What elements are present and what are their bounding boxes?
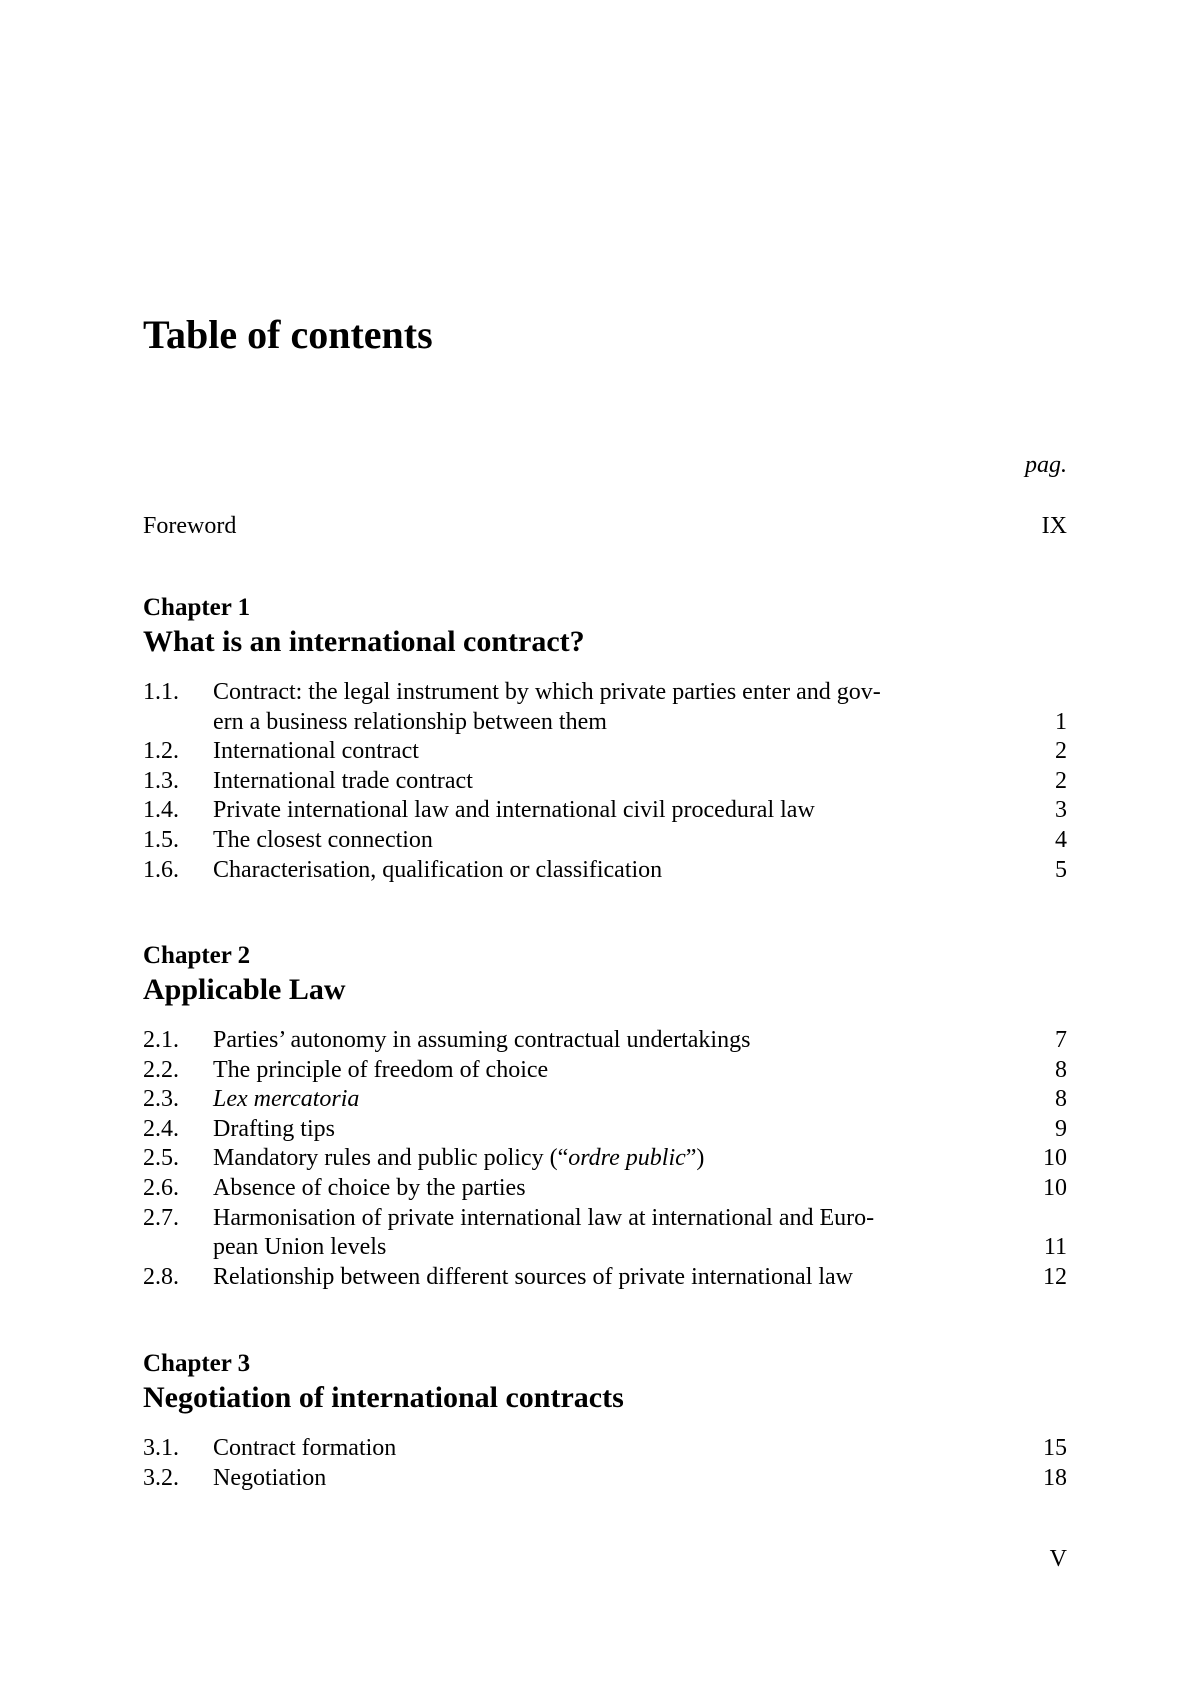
- entry-page: 8: [1055, 1086, 1067, 1113]
- entry-page: 10: [1043, 1174, 1067, 1201]
- toc-entry[interactable]: [143, 826, 1067, 856]
- entry-title: [213, 678, 1007, 737]
- entry-number: 2.3.: [143, 1086, 179, 1113]
- entry-number: 2.8.: [143, 1263, 179, 1290]
- entry-title: [213, 1204, 1007, 1263]
- chapter-label: Chapter 1: [143, 594, 251, 621]
- entry-page: 9: [1055, 1115, 1067, 1142]
- entry-page: 7: [1055, 1027, 1067, 1053]
- entry-number: 1.1.: [143, 679, 179, 705]
- page-number: V: [1049, 1546, 1067, 1572]
- chapter-title: What is an international contract?: [143, 625, 585, 658]
- toc-entry[interactable]: [143, 1026, 1067, 1056]
- toc-entry[interactable]: [143, 1204, 1067, 1263]
- toc-entry[interactable]: [143, 1174, 1067, 1204]
- chapter-1: [143, 592, 1067, 885]
- entry-title: Contract formation: [213, 1435, 397, 1461]
- toc-entry[interactable]: [143, 1056, 1067, 1086]
- toc-entry[interactable]: [143, 678, 1067, 737]
- entry-page: 4: [1055, 826, 1067, 853]
- entry-page: 3: [1055, 797, 1067, 824]
- entry-title-line: pean Union levels: [213, 1234, 387, 1261]
- toc-entry[interactable]: [143, 796, 1067, 826]
- entry-page: 5: [1055, 856, 1067, 883]
- chapter-title: Applicable Law: [143, 973, 346, 1006]
- entry-title: The principle of freedom of choice: [213, 1056, 549, 1083]
- entry-title: Absence of choice by the parties: [213, 1174, 526, 1201]
- entry-title: International trade contract: [213, 767, 473, 794]
- page-column-label: pag.: [1025, 452, 1067, 478]
- entry-number: 1.5.: [143, 826, 179, 853]
- entry-number: 3.2.: [143, 1464, 179, 1491]
- entry-number: 1.2.: [143, 738, 179, 765]
- entry-title: Lex mercatoria: [213, 1086, 360, 1113]
- entry-number: 2.4.: [143, 1115, 179, 1142]
- entry-title-part: ”): [685, 1145, 705, 1172]
- toc-entry[interactable]: [143, 1085, 1067, 1115]
- entry-title: Drafting tips: [213, 1115, 335, 1142]
- entry-page: 8: [1055, 1056, 1067, 1083]
- entry-number: 2.7.: [143, 1204, 179, 1231]
- entry-page: 12: [1043, 1263, 1067, 1290]
- toc-entry[interactable]: [143, 1263, 1067, 1293]
- entry-number: 2.5.: [143, 1145, 179, 1172]
- entry-number: 2.6.: [143, 1174, 179, 1201]
- toc-entry[interactable]: [143, 737, 1067, 767]
- entry-title: International contract: [213, 738, 419, 765]
- toc-entry[interactable]: [143, 767, 1067, 797]
- entry-number: 1.6.: [143, 856, 179, 883]
- chapter-3: [143, 1348, 1067, 1493]
- toc-entry[interactable]: [143, 1464, 1067, 1494]
- entry-page: 2: [1055, 767, 1067, 794]
- entry-title: The closest connection: [213, 826, 433, 853]
- entry-number: 2.1.: [143, 1027, 179, 1053]
- chapter-2: [143, 940, 1067, 1292]
- entry-page: 11: [1043, 1234, 1067, 1261]
- toc-entry[interactable]: [143, 1115, 1067, 1145]
- entry-title-italic: ordre public: [568, 1145, 686, 1172]
- entry-page: 1: [1055, 708, 1067, 735]
- toc-entry[interactable]: [143, 1144, 1067, 1174]
- entry-title: Negotiation: [213, 1464, 327, 1491]
- entry-title: [213, 1144, 1007, 1174]
- chapter-label: Chapter 3: [143, 1350, 251, 1377]
- entry-number: 3.1.: [143, 1435, 179, 1461]
- chapter-label: Chapter 2: [143, 942, 251, 969]
- foreword-entry[interactable]: [143, 513, 1067, 540]
- foreword-page: IX: [1041, 513, 1067, 539]
- entry-page: 10: [1043, 1145, 1067, 1172]
- entry-page: 2: [1055, 738, 1067, 765]
- chapter-title: Negotiation of international contracts: [143, 1381, 624, 1414]
- entry-number: 1.3.: [143, 767, 179, 794]
- entry-title: Private international law and international civil procedural law: [213, 797, 815, 824]
- entry-title-line: Harmonisation of private international law at international and Euro-: [213, 1204, 875, 1231]
- entry-title: Characterisation, qualification or classification: [213, 856, 663, 883]
- entry-number: 1.4.: [143, 797, 179, 824]
- entry-number: 2.2.: [143, 1056, 179, 1083]
- toc-entry[interactable]: [143, 1434, 1067, 1464]
- entry-title: Relationship between different sources of private international law: [213, 1263, 854, 1290]
- entry-title: Parties’ autonomy in assuming contractual undertakings: [213, 1027, 751, 1053]
- entry-title-line: Contract: the legal instrument by which private parties enter and gov-: [213, 679, 881, 705]
- foreword-label: Foreword: [143, 513, 237, 539]
- entry-page: 18: [1043, 1464, 1067, 1491]
- page-title: Table of contents: [143, 312, 433, 357]
- entry-page: 15: [1043, 1435, 1067, 1461]
- entry-title-line: ern a business relationship between them: [213, 708, 607, 735]
- entry-title-part: Mandatory rules and public policy (“: [213, 1145, 569, 1172]
- toc-entry[interactable]: [143, 856, 1067, 886]
